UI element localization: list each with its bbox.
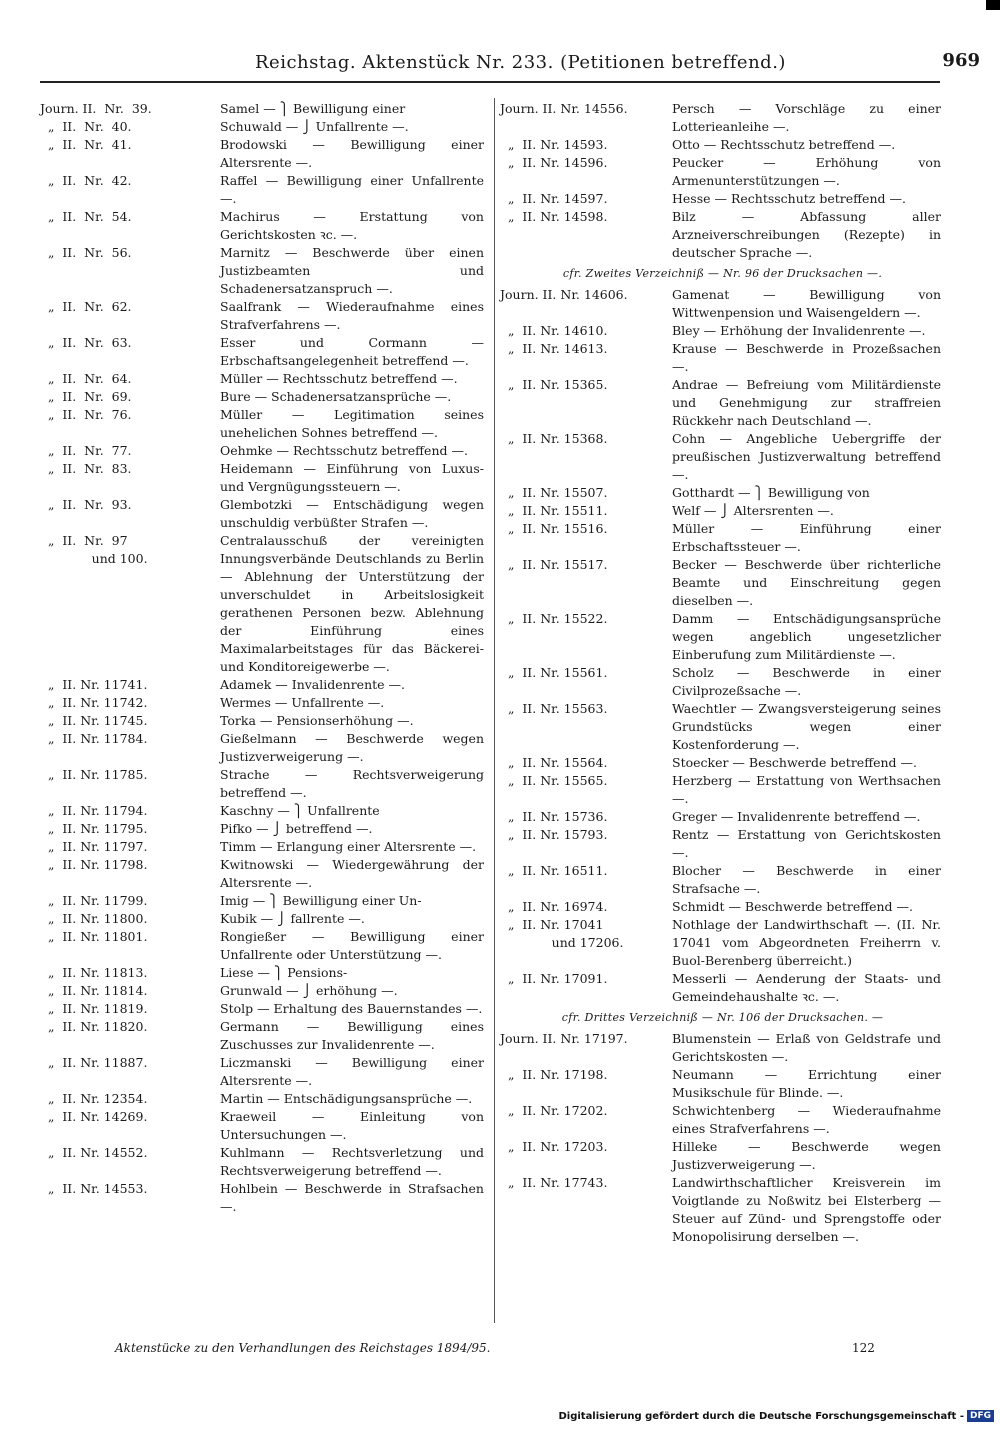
journal-reference: „ II. Nr. 11801. bbox=[40, 929, 148, 944]
petition-text: Kraeweil — Einleitung von Untersuchungen —. bbox=[220, 1109, 484, 1142]
header-title: Reichstag. Aktenstück Nr. 233. (Petitionen betreffend.) bbox=[255, 52, 786, 73]
journal-reference: „ II. Nr. 15565. bbox=[500, 773, 608, 788]
dfg-logo: DFG bbox=[967, 1410, 994, 1422]
petition-text: Torka — Pensionserhöhung —. bbox=[220, 713, 414, 728]
petition-text: Kubik — ⎭ fallrente —. bbox=[220, 911, 365, 926]
petition-text: Germann — Bewilligung eines Zuschusses zur Invalidenrente —. bbox=[220, 1019, 484, 1052]
petition-entry bbox=[40, 1090, 488, 1108]
petition-entry bbox=[500, 430, 945, 484]
petition-entry bbox=[40, 730, 488, 766]
petition-entry bbox=[500, 898, 945, 916]
petition-text: Becker — Beschwerde über richterliche Beamte und Einschreitung gegen dieselben —. bbox=[672, 557, 941, 608]
petition-text: Krause — Beschwerde in Prozeßsachen —. bbox=[672, 341, 941, 374]
petition-entry bbox=[40, 1018, 488, 1054]
left-column bbox=[40, 100, 488, 1216]
journal-reference: Journ. II. Nr. 17197. bbox=[500, 1031, 628, 1046]
petition-text: Greger — Invalidenrente betreffend —. bbox=[672, 809, 921, 824]
petition-entry bbox=[500, 520, 945, 556]
petition-entry bbox=[500, 754, 945, 772]
petition-entry bbox=[40, 1054, 488, 1090]
petition-entry bbox=[40, 532, 488, 676]
petition-text: Machirus — Erstattung von Gerichtskosten ꝛc. —. bbox=[220, 209, 484, 242]
journal-reference: „ II. Nr. 14610. bbox=[500, 323, 608, 338]
journal-reference: „ II. Nr. 41. bbox=[40, 137, 132, 152]
petition-entry bbox=[40, 208, 488, 244]
petition-entry bbox=[40, 892, 488, 910]
petition-entry bbox=[40, 1108, 488, 1144]
petition-entry bbox=[40, 676, 488, 694]
petition-text: Damm — Entschädigungsansprüche wegen angeblich ungesetzlicher Einberufung zum Militärdienste —. bbox=[672, 611, 941, 662]
petition-text: Saalfrank — Wiederaufnahme eines Strafverfahrens —. bbox=[220, 299, 484, 332]
petition-text: Schuwald — ⎭ Unfallrente —. bbox=[220, 119, 409, 134]
petition-entry bbox=[500, 808, 945, 826]
journal-reference: Journ. II. Nr. 14556. bbox=[500, 101, 628, 116]
petition-text: Bure — Schadenersatzansprüche —. bbox=[220, 389, 452, 404]
petition-text: Peucker — Erhöhung von Armenunterstützungen —. bbox=[672, 155, 941, 188]
journal-reference: „ II. Nr. 54. bbox=[40, 209, 132, 224]
footer-title: Aktenstücke zu den Verhandlungen des Reichstages 1894/95. bbox=[115, 1341, 491, 1355]
journal-reference: „ II. Nr. 83. bbox=[40, 461, 132, 476]
petition-entry bbox=[500, 1066, 945, 1102]
journal-reference: „ II. Nr. 76. bbox=[40, 407, 132, 422]
journal-reference: „ II. Nr. 15516. bbox=[500, 521, 608, 536]
petition-entry bbox=[500, 154, 945, 190]
petition-entry bbox=[40, 172, 488, 208]
petition-entry bbox=[500, 970, 945, 1006]
petition-entry bbox=[40, 982, 488, 1000]
journal-reference: „ II. Nr. 17202. bbox=[500, 1103, 608, 1118]
petition-entry bbox=[500, 484, 945, 502]
page-number: 969 bbox=[942, 50, 980, 71]
scan-corner-mark bbox=[986, 0, 1000, 10]
journal-reference: „ II. Nr. 11785. bbox=[40, 767, 148, 782]
petition-text: Glembotzki — Entschädigung wegen unschuldig verbüßter Strafen —. bbox=[220, 497, 484, 530]
journal-reference: „ II. Nr. 11819. bbox=[40, 1001, 148, 1016]
petition-text: Müller — Rechtsschutz betreffend —. bbox=[220, 371, 458, 386]
journal-reference: „ II. Nr. 64. bbox=[40, 371, 132, 386]
petition-entry bbox=[40, 388, 488, 406]
petition-entry bbox=[40, 1180, 488, 1216]
petition-text: Bley — Erhöhung der Invalidenrente —. bbox=[672, 323, 926, 338]
petition-entry bbox=[40, 1144, 488, 1180]
petition-entry bbox=[500, 340, 945, 376]
petition-entry bbox=[40, 802, 488, 820]
petition-entry bbox=[500, 862, 945, 898]
petition-text: Imig — ⎫ Bewilligung einer Un- bbox=[220, 893, 422, 908]
petition-text: Stoecker — Beschwerde betreffend —. bbox=[672, 755, 917, 770]
journal-reference: „ II. Nr. 11784. bbox=[40, 731, 148, 746]
petition-entry bbox=[500, 1138, 945, 1174]
journal-reference: „ II. Nr. 11798. bbox=[40, 857, 148, 872]
journal-reference: „ II. Nr. 11794. bbox=[40, 803, 148, 818]
petition-text: Neumann — Errichtung einer Musikschule für Blinde. —. bbox=[672, 1067, 941, 1100]
right-column bbox=[500, 100, 945, 1246]
petition-entry bbox=[40, 460, 488, 496]
journal-reference: „ II. Nr. 14597. bbox=[500, 191, 608, 206]
petition-entry bbox=[40, 100, 488, 118]
journal-reference: „ II. Nr. 14269. bbox=[40, 1109, 148, 1124]
petition-text: Blocher — Beschwerde in einer Strafsache —. bbox=[672, 863, 941, 896]
journal-reference: „ II. Nr. 14613. bbox=[500, 341, 608, 356]
petition-entry bbox=[500, 610, 945, 664]
petition-text: Waechtler — Zwangsversteigerung seines Grundstücks wegen einer Kostenforderung —. bbox=[672, 701, 941, 752]
petition-text: Scholz — Beschwerde in einer Civilprozeßsache —. bbox=[672, 665, 941, 698]
journal-reference: „ II. Nr. 11820. bbox=[40, 1019, 148, 1034]
journal-reference: „ II. Nr. 17203. bbox=[500, 1139, 608, 1154]
journal-reference: „ II. Nr. 17198. bbox=[500, 1067, 608, 1082]
digitization-text: Digitalisierung gefördert durch die Deutsche Forschungsgemeinschaft - bbox=[558, 1410, 964, 1422]
journal-reference: „ II. Nr. 15511. bbox=[500, 503, 608, 518]
petition-entry bbox=[40, 820, 488, 838]
journal-reference: „ II. Nr. 77. bbox=[40, 443, 132, 458]
petition-text: Oehmke — Rechtsschutz betreffend —. bbox=[220, 443, 468, 458]
journal-reference: „ II. Nr. 14552. bbox=[40, 1145, 148, 1160]
journal-reference: „ II. Nr. 15522. bbox=[500, 611, 608, 626]
section-heading: cfr. Zweites Verzeichniß — Nr. 96 der Drucksachen —. bbox=[562, 267, 883, 280]
petition-text: Hohlbein — Beschwerde in Strafsachen —. bbox=[220, 1181, 484, 1214]
petition-entry bbox=[40, 244, 488, 298]
petition-text: Blumenstein — Erlaß von Geldstrafe und Gerichtskosten —. bbox=[672, 1031, 941, 1064]
footer-sheet-number: 122 bbox=[852, 1341, 875, 1355]
petition-entry bbox=[40, 712, 488, 730]
petition-entry bbox=[500, 136, 945, 154]
journal-reference: „ II. Nr. 15365. bbox=[500, 377, 608, 392]
petition-entry bbox=[40, 856, 488, 892]
column-divider bbox=[494, 98, 495, 1323]
journal-reference: „ II. Nr. 15563. bbox=[500, 701, 608, 716]
journal-reference: „ II. Nr. 56. bbox=[40, 245, 132, 260]
petition-text: Schwichtenberg — Wiederaufnahme eines Strafverfahrens —. bbox=[672, 1103, 941, 1136]
journal-reference: „ II. Nr. 40. bbox=[40, 119, 132, 134]
petition-entry bbox=[500, 772, 945, 808]
petition-text: Brodowski — Bewilligung einer Altersrente —. bbox=[220, 137, 484, 170]
petition-text: Heidemann — Einführung von Luxus- und Vergnügungssteuern —. bbox=[220, 461, 484, 494]
petition-text: Pifko — ⎭ betreffend —. bbox=[220, 821, 373, 836]
petition-text: Landwirthschaftlicher Kreisverein im Voigtlande zu Noßwitz bei Elsterberg — Steuer auf Zünd- und Sprengstoffe oder Monopolisirung derselben —. bbox=[672, 1175, 941, 1244]
petition-entry bbox=[500, 322, 945, 340]
journal-reference: „ II. Nr. 17041 und 17206. bbox=[507, 917, 624, 950]
journal-reference: „ II. Nr. 11795. bbox=[40, 821, 148, 836]
header-rule bbox=[40, 81, 940, 83]
journal-reference: „ II. Nr. 15736. bbox=[500, 809, 608, 824]
journal-reference: Journ. II. Nr. 39. bbox=[40, 101, 152, 116]
petition-text: Persch — Vorschläge zu einer Lotterieanleihe —. bbox=[672, 101, 941, 134]
petition-text: Adamek — Invalidenrente —. bbox=[220, 677, 405, 692]
petition-text: Gießelmann — Beschwerde wegen Justizverweigerung —. bbox=[220, 731, 484, 764]
journal-reference: „ II. Nr. 11887. bbox=[40, 1055, 148, 1070]
digitization-note bbox=[558, 1410, 994, 1422]
journal-reference: „ II. Nr. 14596. bbox=[500, 155, 608, 170]
petition-entry bbox=[40, 298, 488, 334]
petition-text: Cohn — Angebliche Uebergriffe der preußischen Justizverwaltung betreffend —. bbox=[672, 431, 941, 482]
petition-text: Rongießer — Bewilligung einer Unfallrente oder Unterstützung —. bbox=[220, 929, 484, 962]
petition-text: Stolp — Erhaltung des Bauernstandes —. bbox=[220, 1001, 483, 1016]
section-heading: cfr. Drittes Verzeichniß — Nr. 106 der Drucksachen. — bbox=[561, 1011, 884, 1024]
petition-text: Liese — ⎫ Pensions- bbox=[220, 965, 348, 980]
petition-entry bbox=[500, 1174, 945, 1246]
petition-entry bbox=[40, 496, 488, 532]
petition-entry bbox=[40, 694, 488, 712]
petition-text: Marnitz — Beschwerde über einen Justizbeamten und Schadenersatzanspruch —. bbox=[220, 245, 484, 296]
journal-reference: „ II. Nr. 15368. bbox=[500, 431, 608, 446]
petition-text: Müller — Legitimation seines unehelichen Sohnes betreffend —. bbox=[220, 407, 484, 440]
journal-reference: „ II. Nr. 14593. bbox=[500, 137, 608, 152]
journal-reference: „ II. Nr. 15507. bbox=[500, 485, 608, 500]
journal-reference: „ II. Nr. 16511. bbox=[500, 863, 608, 878]
petition-entry bbox=[40, 838, 488, 856]
journal-reference: „ II. Nr. 11741. bbox=[40, 677, 148, 692]
journal-reference: „ II. Nr. 17743. bbox=[500, 1175, 608, 1190]
journal-reference: „ II. Nr. 62. bbox=[40, 299, 132, 314]
petition-entry bbox=[500, 556, 945, 610]
petition-text: Gotthardt — ⎫ Bewilligung von bbox=[672, 485, 870, 500]
petition-text: Gamenat — Bewilligung von Wittwenpension und Waisengeldern —. bbox=[672, 287, 941, 320]
petition-text: Samel — ⎫ Bewilligung einer bbox=[220, 101, 406, 116]
petition-entry bbox=[500, 190, 945, 208]
petition-text: Hesse — Rechtsschutz betreffend —. bbox=[672, 191, 906, 206]
petition-text: Messerli — Aenderung der Staats- und Gemeindehaushalte ꝛc. —. bbox=[672, 971, 941, 1004]
journal-reference: „ II. Nr. 93. bbox=[40, 497, 132, 512]
petition-entry bbox=[40, 334, 488, 370]
petition-entry bbox=[500, 826, 945, 862]
journal-reference: „ II. Nr. 11800. bbox=[40, 911, 148, 926]
journal-reference: Journ. II. Nr. 14606. bbox=[500, 287, 628, 302]
petition-text: Schmidt — Beschwerde betreffend —. bbox=[672, 899, 914, 914]
petition-entry bbox=[40, 964, 488, 982]
petition-text: Kwitnowski — Wiedergewährung der Altersrente —. bbox=[220, 857, 484, 890]
petition-entry bbox=[40, 766, 488, 802]
journal-reference: „ II. Nr. 42. bbox=[40, 173, 132, 188]
petition-entry bbox=[500, 100, 945, 136]
journal-reference: „ II. Nr. 17091. bbox=[500, 971, 608, 986]
petition-text: Hilleke — Beschwerde wegen Justizverweigerung —. bbox=[672, 1139, 941, 1172]
petition-entry bbox=[40, 136, 488, 172]
petition-text: Centralausschuß der vereinigten Innungsverbände Deutschlands zu Berlin — Ablehnung der Unterstützung der unverschuldet in Arbeitslosigkeit gerathenen Personen bezw. Ablehnung der Einführung eines Maximalarbeitstages für das Bäckerei- und Konditoreigewerbe —. bbox=[220, 533, 484, 674]
petition-entry bbox=[500, 916, 945, 970]
journal-reference: „ II. Nr. 15561. bbox=[500, 665, 608, 680]
petition-text: Welf — ⎭ Altersrenten —. bbox=[672, 503, 834, 518]
journal-reference: „ II. Nr. 15793. bbox=[500, 827, 608, 842]
petition-entry bbox=[40, 370, 488, 388]
journal-reference: „ II. Nr. 14598. bbox=[500, 209, 608, 224]
journal-reference: „ II. Nr. 11742. bbox=[40, 695, 148, 710]
petition-text: Andrae — Befreiung vom Militärdienste und Genehmigung zur straffreien Rückkehr nach Deutschland —. bbox=[672, 377, 941, 428]
journal-reference: „ II. Nr. 11797. bbox=[40, 839, 148, 854]
journal-reference: „ II. Nr. 15517. bbox=[500, 557, 608, 572]
petition-entry bbox=[500, 1102, 945, 1138]
petition-text: Herzberg — Erstattung von Werthsachen —. bbox=[672, 773, 941, 806]
petition-text: Grunwald — ⎭ erhöhung —. bbox=[220, 983, 398, 998]
petition-text: Esser und Cormann — Erbschaftsangelegenheit betreffend —. bbox=[220, 335, 484, 368]
journal-reference: „ II. Nr. 16974. bbox=[500, 899, 608, 914]
petition-entry bbox=[500, 1030, 945, 1066]
journal-reference: „ II. Nr. 63. bbox=[40, 335, 132, 350]
petition-entry bbox=[500, 700, 945, 754]
petition-entry bbox=[500, 664, 945, 700]
journal-reference: „ II. Nr. 14553. bbox=[40, 1181, 148, 1196]
petition-entry bbox=[500, 208, 945, 262]
journal-reference: „ II. Nr. 15564. bbox=[500, 755, 608, 770]
petition-entry bbox=[40, 118, 488, 136]
petition-text: Timm — Erlangung einer Altersrente —. bbox=[220, 839, 477, 854]
petition-text: Kaschny — ⎫ Unfallrente bbox=[220, 803, 380, 818]
petition-text: Martin — Entschädigungsansprüche —. bbox=[220, 1091, 473, 1106]
journal-reference: „ II. Nr. 11799. bbox=[40, 893, 148, 908]
petition-entry bbox=[40, 910, 488, 928]
petition-text: Kuhlmann — Rechtsverletzung und Rechtsverweigerung betreffend —. bbox=[220, 1145, 484, 1178]
petition-text: Bilz — Abfassung aller Arzneiverschreibungen (Rezepte) in deutscher Sprache —. bbox=[672, 209, 941, 260]
petition-entry bbox=[500, 286, 945, 322]
petition-entry bbox=[500, 376, 945, 430]
petition-entry bbox=[500, 502, 945, 520]
journal-reference: „ II. Nr. 11745. bbox=[40, 713, 148, 728]
journal-reference: „ II. Nr. 69. bbox=[40, 389, 132, 404]
journal-reference: „ II. Nr. 11813. bbox=[40, 965, 148, 980]
petition-text: Raffel — Bewilligung einer Unfallrente —. bbox=[220, 173, 484, 206]
petition-entry bbox=[40, 1000, 488, 1018]
petition-entry bbox=[40, 442, 488, 460]
petition-text: Nothlage der Landwirthschaft —. (II. Nr. 17041 vom Abgeordneten Freiherrn v. Buol-Berenberg überreicht.) bbox=[672, 917, 941, 968]
page-header bbox=[40, 50, 990, 80]
petition-text: Strache — Rechtsverweigerung betreffend —. bbox=[220, 767, 484, 800]
journal-reference: „ II. Nr. 97 und 100. bbox=[47, 533, 148, 566]
petition-text: Liczmanski — Bewilligung einer Altersrente —. bbox=[220, 1055, 484, 1088]
petition-entry bbox=[40, 406, 488, 442]
petition-text: Rentz — Erstattung von Gerichtskosten —. bbox=[672, 827, 941, 860]
journal-reference: „ II. Nr. 12354. bbox=[40, 1091, 148, 1106]
petition-entry bbox=[40, 928, 488, 964]
petition-text: Otto — Rechtsschutz betreffend —. bbox=[672, 137, 896, 152]
petition-text: Müller — Einführung einer Erbschaftssteuer —. bbox=[672, 521, 941, 554]
petition-text: Wermes — Unfallrente —. bbox=[220, 695, 385, 710]
journal-reference: „ II. Nr. 11814. bbox=[40, 983, 148, 998]
